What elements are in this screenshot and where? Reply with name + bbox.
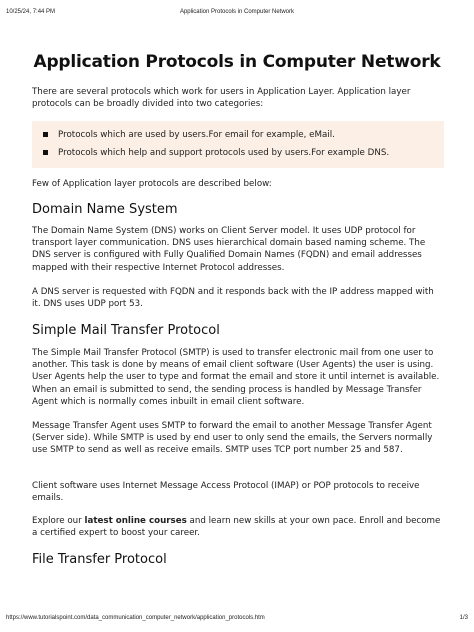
category-text: Protocols which are used by users.For email for example, eMail. bbox=[58, 130, 335, 140]
print-datetime: 10/25/24, 7:44 PM bbox=[6, 9, 56, 15]
dns-paragraph-2: A DNS server is requested with FQDN and it responds back with the IP address mapped with it. DNS uses UDP port 53. bbox=[32, 287, 434, 310]
dns-heading: Domain Name System bbox=[32, 202, 178, 217]
lead-paragraph: Few of Application layer protocols are described below: bbox=[32, 179, 272, 189]
print-header bbox=[6, 9, 468, 19]
print-footer bbox=[6, 615, 468, 625]
smtp-paragraph-2: Message Transfer Agent uses SMTP to forward the email to another Message Transfer Agent (Server side). While SMTP is used by end user to only send the emails, the Servers normally use SMTP to send as well as receive emails. SMTP uses TCP port number 25 and 587. bbox=[32, 421, 433, 456]
categories-list bbox=[43, 129, 444, 159]
courses-link[interactable]: latest online courses bbox=[84, 516, 187, 526]
smtp-heading: Simple Mail Transfer Protocol bbox=[32, 323, 220, 338]
ftp-heading: File Transfer Protocol bbox=[32, 552, 167, 567]
dns-paragraph-1: The Domain Name System (DNS) works on Client Server model. It uses UDP protocol for transport layer communication. DNS uses hierarchical domain based naming scheme. The DNS server is configured with Fully Qualified Domain Names (FQDN) and email addresses mapped with their respective Internet Protocol addresses. bbox=[32, 226, 426, 273]
list-item bbox=[43, 129, 444, 141]
list-item bbox=[43, 147, 444, 159]
square-bullet-icon bbox=[43, 150, 48, 155]
square-bullet-icon bbox=[43, 132, 48, 137]
print-page-title: Application Protocols in Computer Network bbox=[179, 9, 295, 15]
print-url: https://www.tutorialspoint.com/data_communication_computer_network/application_protocols.htm bbox=[6, 615, 265, 621]
article-title: Application Protocols in Computer Network bbox=[33, 52, 441, 72]
promo-text-after: and learn new skills at your own pace. Enroll and become a certified expert to boost your career. bbox=[32, 516, 441, 539]
promo-text-before: Explore our bbox=[32, 516, 85, 526]
page-number: 1/3 bbox=[459, 615, 468, 621]
categories-callout bbox=[32, 121, 444, 168]
smtp-paragraph-3: Client software uses Internet Message Access Protocol (IMAP) or POP protocols to receive emails. bbox=[32, 481, 420, 504]
category-text: Protocols which help and support protocols used by users.For example DNS. bbox=[58, 148, 390, 158]
intro-paragraph: There are several protocols which work for users in Application Layer. Application layer protocols can be broadly divided into two categories: bbox=[32, 87, 411, 110]
smtp-paragraph-1: The Simple Mail Transfer Protocol (SMTP) is used to transfer electronic mail from one user to another. This task is done by means of email client software (User Agents) the user is using. User Agents help the user to type and format the email and store it until internet is available. When an email is submitted to send, the sending process is handled by Message Transfer Agent which is normally comes inbuilt in email client software. bbox=[32, 348, 440, 407]
promo-paragraph bbox=[32, 515, 442, 539]
